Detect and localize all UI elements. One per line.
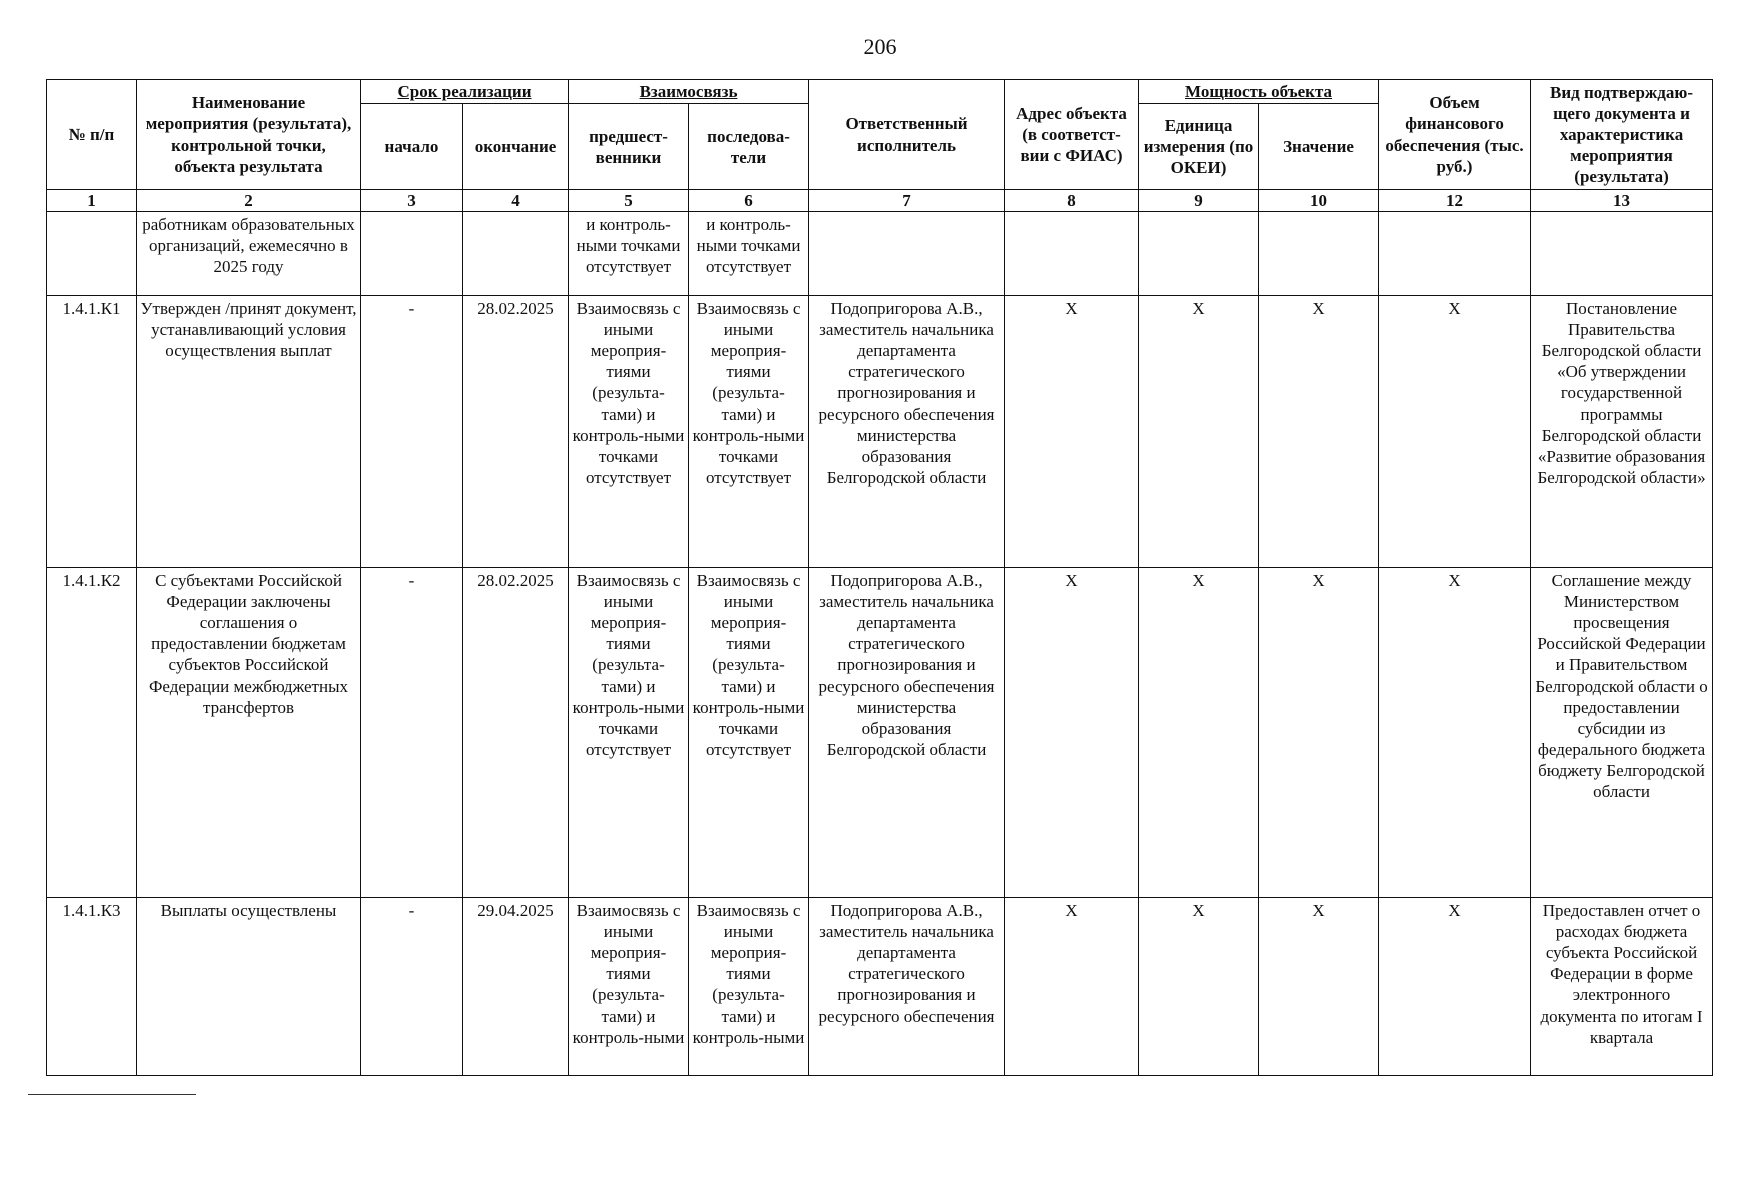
column-number: 9 <box>1139 190 1259 212</box>
header-power-group: Мощность объекта <box>1139 80 1379 104</box>
table-body <box>47 212 1713 1076</box>
header-document: Вид подтверждаю-щего документа и характеристика мероприятия (результата) <box>1531 80 1713 190</box>
table-header <box>47 80 1713 212</box>
header-term-group: Срок реализации <box>361 80 569 104</box>
cell-unit <box>1139 212 1259 296</box>
header-end: окончание <box>463 104 569 190</box>
page-number: 206 <box>863 34 897 59</box>
header-finance: Объем финансового обеспечения (тыс. руб.) <box>1379 80 1531 190</box>
cell-end: 28.02.2025 <box>463 568 569 898</box>
header-num: № п/п <box>47 80 137 190</box>
cell-successors: Взаимосвязь с иными мероприя-тиями (результа-тами) и контроль-ными <box>689 898 809 1076</box>
cell-predecessors: Взаимосвязь с иными мероприя-тиями (результа-тами) и контроль-ными <box>569 898 689 1076</box>
table-row <box>47 898 1713 1076</box>
cell-finance: X <box>1379 568 1531 898</box>
cell-finance <box>1379 212 1531 296</box>
column-number: 10 <box>1259 190 1379 212</box>
column-number: 7 <box>809 190 1005 212</box>
column-number: 4 <box>463 190 569 212</box>
column-number: 2 <box>137 190 361 212</box>
cell-finance: X <box>1379 296 1531 568</box>
header-responsible: Ответственный исполнитель <box>809 80 1005 190</box>
header-link-group: Взаимосвязь <box>569 80 809 104</box>
column-number: 12 <box>1379 190 1531 212</box>
plan-table <box>46 79 1713 1076</box>
cell-name: Утвержден /принят документ, устанавливающий условия осуществления выплат <box>137 296 361 568</box>
cell-address: X <box>1005 568 1139 898</box>
header-start: начало <box>361 104 463 190</box>
footnote-separator <box>28 1094 196 1095</box>
cell-successors: и контроль-ными точками отсутствует <box>689 212 809 296</box>
cell-predecessors: Взаимосвязь с иными мероприя-тиями (результа-тами) и контроль-ными точками отсутствует <box>569 296 689 568</box>
column-number: 3 <box>361 190 463 212</box>
cell-num: 1.4.1.К3 <box>47 898 137 1076</box>
table-row <box>47 296 1713 568</box>
cell-end <box>463 212 569 296</box>
table-row <box>47 212 1713 296</box>
cell-address <box>1005 212 1139 296</box>
cell-successors: Взаимосвязь с иными мероприя-тиями (результа-тами) и контроль-ными точками отсутствует <box>689 568 809 898</box>
cell-end: 29.04.2025 <box>463 898 569 1076</box>
header-successors: последова-тели <box>689 104 809 190</box>
cell-value: X <box>1259 568 1379 898</box>
cell-value: X <box>1259 296 1379 568</box>
header-address: Адрес объекта (в соответст-вии с ФИАС) <box>1005 80 1139 190</box>
cell-responsible: Подопригорова А.В., заместитель начальника департамента стратегического прогнозирования и ресурсного обеспечения министерства образования Белгородской области <box>809 568 1005 898</box>
cell-start: - <box>361 898 463 1076</box>
header-name: Наименование мероприятия (результата), контрольной точки, объекта результата <box>137 80 361 190</box>
cell-document: Постановление Правительства Белгородской области «Об утверждении государственной программы Белгородской области «Развитие образования Белгородской области» <box>1531 296 1713 568</box>
cell-predecessors: Взаимосвязь с иными мероприя-тиями (результа-тами) и контроль-ными точками отсутствует <box>569 568 689 898</box>
cell-name: Выплаты осуществлены <box>137 898 361 1076</box>
column-number: 5 <box>569 190 689 212</box>
cell-unit: X <box>1139 296 1259 568</box>
cell-name: работникам образовательных организаций, ежемесячно в 2025 году <box>137 212 361 296</box>
column-number: 6 <box>689 190 809 212</box>
column-number-row <box>47 190 1713 212</box>
cell-value: X <box>1259 898 1379 1076</box>
cell-num: 1.4.1.К1 <box>47 296 137 568</box>
column-number: 13 <box>1531 190 1713 212</box>
cell-address: X <box>1005 898 1139 1076</box>
cell-document: Соглашение между Министерством просвещения Российской Федерации и Правительством Белгородской области о предоставлении субсидии из федерального бюджета бюджету Белгородской области <box>1531 568 1713 898</box>
table-row <box>47 568 1713 898</box>
cell-unit: X <box>1139 898 1259 1076</box>
header-unit: Единица измерения (по ОКЕИ) <box>1139 104 1259 190</box>
cell-num: 1.4.1.К2 <box>47 568 137 898</box>
column-number: 8 <box>1005 190 1139 212</box>
cell-name: С субъектами Российской Федерации заключены соглашения о предоставлении бюджетам субъектов Российской Федерации межбюджетных трансфертов <box>137 568 361 898</box>
cell-responsible: Подопригорова А.В., заместитель начальника департамента стратегического прогнозирования и ресурсного обеспечения <box>809 898 1005 1076</box>
cell-value <box>1259 212 1379 296</box>
cell-address: X <box>1005 296 1139 568</box>
cell-end: 28.02.2025 <box>463 296 569 568</box>
column-number: 1 <box>47 190 137 212</box>
cell-responsible: Подопригорова А.В., заместитель начальника департамента стратегического прогнозирования и ресурсного обеспечения министерства образования Белгородской области <box>809 296 1005 568</box>
cell-unit: X <box>1139 568 1259 898</box>
cell-num <box>47 212 137 296</box>
cell-predecessors: и контроль-ными точками отсутствует <box>569 212 689 296</box>
header-value: Значение <box>1259 104 1379 190</box>
cell-successors: Взаимосвязь с иными мероприя-тиями (результа-тами) и контроль-ными точками отсутствует <box>689 296 809 568</box>
cell-document <box>1531 212 1713 296</box>
cell-start <box>361 212 463 296</box>
cell-finance: X <box>1379 898 1531 1076</box>
cell-responsible <box>809 212 1005 296</box>
header-predecessors: предшест-венники <box>569 104 689 190</box>
cell-document: Предоставлен отчет о расходах бюджета субъекта Российской Федерации в форме электронного документа по итогам I квартала <box>1531 898 1713 1076</box>
cell-start: - <box>361 568 463 898</box>
cell-start: - <box>361 296 463 568</box>
